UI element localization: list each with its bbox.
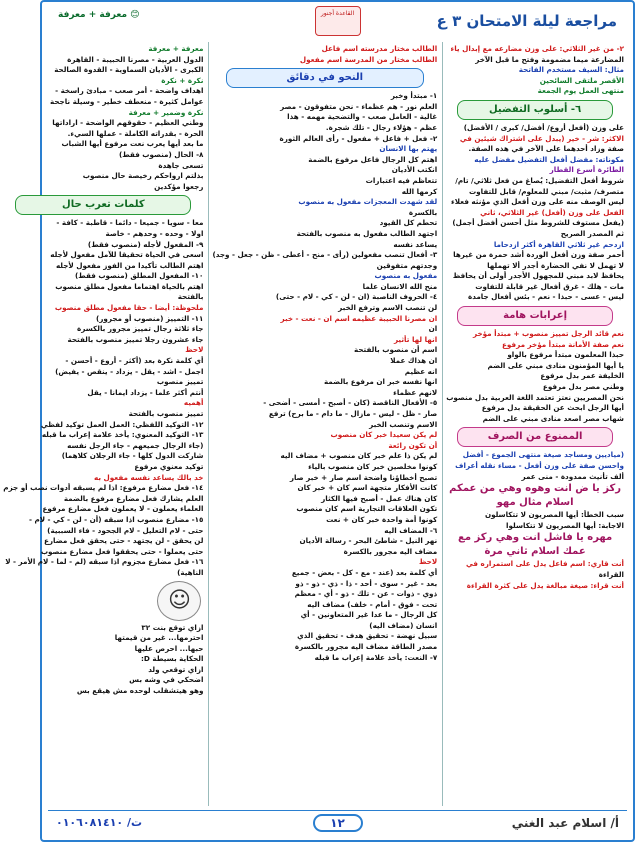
text-line: لن يحقق - لن يجتهد - حتى يحقق فعل مضارع (44, 536, 204, 546)
text-line: تكون العلاقات التجارية اسم كان منصوب (296, 504, 438, 514)
text-line: ٦- المضاف اليه (384, 525, 438, 535)
text-line: مثال: السيف مستخدم الفاتحة (518, 65, 624, 75)
text-line: لانهم عظماء (393, 387, 438, 397)
text-line: لاحظ (418, 557, 438, 567)
text-line: تمييز منصوب (156, 377, 204, 387)
text-line: ١- مبتدأ وخبر (390, 91, 438, 101)
text-line: القراءة (598, 569, 624, 579)
text-line: لا تهمل لا نفي الحضارة أجدر ألا تهملها (487, 260, 624, 270)
text-line: جاء ثلاثة رجال تمييز مجرور بالكسرة (77, 324, 204, 334)
text-line: الطالب مختار من المدرسة اسم مفعول (299, 54, 438, 64)
text-line: اسعى في الحياة تحقيقا للآمل مفعول لأجله (50, 250, 204, 260)
text-line: منح الله الانسان علما (362, 281, 438, 291)
text-line: ان مصرنا الحبيبة عظيمه اسم ان - نعت - خبر (280, 313, 438, 323)
text-line: ان هذاك عملا (390, 356, 438, 366)
text-line: يهتم بها الانسان (379, 144, 438, 154)
column-left (0, 42, 206, 806)
section-banner: الممنوع من الصرف (457, 427, 613, 447)
text-line: انه عظيم (404, 366, 438, 376)
text-line: متصرف/ مثبت/ مبني للمعلوم/ قابل للتفاوت (468, 186, 624, 196)
text-line: ١٦- فعل مضارع مجزوم اذا سبقه (لم - لما - لام الأمر - لا (5, 557, 204, 567)
brand-logo (315, 6, 361, 36)
text-line: شاركت الدول كلها - جاء الرجلان كلاهما) (61, 451, 204, 461)
text-line: مات - هلك - غرق أفعال غير قابلة للتفاوت (475, 281, 624, 291)
text-line: مصدر الطاقة مضاف اليه مجرور بالكسرة (294, 642, 438, 652)
text-line: ٣- أفعال تنصب مفعولين (رأى - منح - أعطى - ظن - جعل - وجد) (212, 250, 438, 260)
text-line: منتهى العمل يوم الجمعة (537, 86, 624, 96)
text-line: أهميه (183, 398, 204, 408)
text-line: واحسن صفة على وزن أفعل - مساء نقله أعراف (455, 461, 624, 470)
text-line: ليس الوصف منه على وزن أفعل الذي مؤنثه فعلاء (451, 197, 624, 207)
text-line: أنت قراء: صيغة مبالغة يدل على كثرة القراءة (466, 580, 624, 590)
text-line: كان هناك عمل - أصبح فيها الكثار (321, 493, 438, 503)
text-line: حبذا المعلمون مبتدأ مرفوع بالواو (507, 350, 624, 360)
text-line: مضاف اليه مجرور بالكسرة (343, 546, 438, 556)
text-line: أن تكون رائعة (388, 440, 438, 450)
text-line: ١٤- فعل مضارع مرفوع: اذا لم يسبقه أدوات نصب أو جزم (3, 483, 204, 493)
text-line: العلماء يعملون - لا يعملون فعل مضارع مرفوع (42, 504, 204, 514)
text-line: ٢- فعل + فاعل + مفعول - رأى العالم الثورة (279, 133, 438, 143)
text-line: نحن المصريين نعتز تعتمد اللغة العربية بدل منصوب (446, 392, 624, 402)
text-line: انها لها تأثير (393, 334, 438, 344)
section-banner: كلمات تعرب حال (15, 195, 191, 215)
text-line: انها نفسه خبر ان مرفوع بالضمة (323, 377, 438, 387)
text-line: الحرة - بقدراته الكاملة - عملها السيء. (67, 128, 204, 138)
text-line: كونوا أمة واحدة خبر كان + نعت (326, 514, 438, 524)
text-line: وجدتهم متفوقين (376, 260, 438, 270)
text-line: بعد - غير - سوى - أحد - ذا - ذي - ذو - ذو (295, 578, 438, 588)
text-line: لن تنصب الاسم وترفع الخبر (338, 303, 438, 313)
text-line: الحكاية بسيطة D: (141, 654, 204, 664)
text-line: اهتم كل الرجال فاعل مرفوع بالضمة (308, 154, 438, 164)
text-line: ما بعد أيها يعرب نعت مرفوع أيها الشباب (61, 139, 204, 149)
text-line: نعم صفة الأمانة مبتدأ مؤخر مرفوع (502, 339, 624, 349)
text-line: انسان (مضاف اليه) (369, 620, 438, 630)
text-line: تصبح أخطاؤنا واضحة اسم صار + خبر صار (289, 472, 438, 482)
text-line: الاسم وتنصب الخبر (369, 419, 438, 429)
text-line: خد بالك يساعد نفسه مفعول به (94, 472, 204, 482)
text-line: غالية - العامل صعب - والتضحية مهمه - هذا (287, 112, 438, 122)
author-name: أ/ اسلام عبد الغني (511, 816, 619, 830)
text-line: ١٠- المفعول المطلق (منصوب فقط) (74, 271, 204, 281)
text-line: أنتم أكثر علما - يزداد ايمانا - يقل (87, 387, 204, 397)
text-line: ١١- التمييز (منصوب أو مجرور) (96, 313, 204, 323)
text-line: اهتم بالحياة اهتماما مفعول مطلق منصوب (55, 281, 204, 291)
text-line: لقد شهدت المعجزات مفعول به منصوب (298, 197, 438, 207)
text-line: شروط أفعل التفضيل: يُصاغ من فعل ثلاثي/ تام/ (455, 175, 624, 185)
text-line: لاحظ (185, 345, 204, 355)
text-line: سبيل نهضة - تحقيق هدف - تحقيق الذي (297, 631, 438, 641)
text-line: مكوناته: مفضل أفعل التفضيل مفضل عليه (474, 154, 624, 164)
text-line: اضحكي في وشه بس (129, 675, 204, 685)
section-banner: ٦- أسلوب التفضيل (457, 100, 613, 120)
text-line: رجعوا مؤكدين (154, 181, 204, 191)
text-line: مهره يا فاشل انت وهي ركز مع (457, 532, 613, 544)
text-line: احترمها... غير من قيمتها (114, 633, 204, 643)
text-line: عوامل كثيرة - منعطف خطير - وسيلة ناجحة (49, 96, 204, 106)
text-line: الأقصر ملتقى السائحين (539, 75, 624, 85)
text-line: الطائرة أسرع القطار (549, 165, 624, 175)
text-line: الدول العربية - مصرنا الحبيبة - القاهرة (67, 54, 204, 64)
text-line: ٤- الحروف الناصبة (ان - لن - كي - لام - حتى) (275, 292, 438, 302)
text-line: معرفة + معرفة (148, 44, 204, 53)
text-line: ليس - عسى - حبذا - نعم - بئس أفعال جامدة (467, 292, 624, 302)
text-line: (جاء الرجال جميعهم - جاء الرجل نفسه (67, 440, 204, 450)
logo-text: القاعدة أجنور (320, 10, 355, 17)
text-line: ٩- المفعول لأجله (منصوب فقط) (87, 239, 204, 249)
text-line: ٥- الأفعال الناقصة (كان - أصبح - أمسى - أضحى - (263, 398, 438, 408)
text-line: أي كلمة بعد (عند - مع - كل - بعض - جميع (291, 567, 438, 577)
content-columns (3, 42, 627, 806)
text-line: يساعد نفسه (393, 239, 438, 249)
text-line: تمييز منصوب بالفتحة (128, 409, 204, 418)
text-line: تحطم كل القيود (379, 218, 438, 228)
text-line: اجتهد الطالب مفعول به منصوب بالفتحة (296, 228, 438, 238)
text-line: وهو هيتشقلب لوحده مش هيقع بس (76, 686, 204, 696)
text-line: نكرة + نكرة (161, 75, 204, 85)
text-line: يحافظ لابد مبني للمجهول الأجدر أولى أن يحافظ (452, 271, 624, 281)
text-line: الطالب مختار مدرسته اسم فاعل (321, 44, 438, 53)
text-line: عمك اسلام ثاني مرة (484, 546, 586, 558)
text-line: على وزن (أفعل أروع/ أفضل/ كبرى / الأفضل) (463, 122, 624, 132)
text-line: يا أيها المؤمنون منادى مبني على الضم (487, 360, 624, 370)
text-line: ازاي توقع بنت ٣٢ (141, 622, 204, 632)
text-line: ألف تأنيث ممدودة - منى عمر (521, 471, 624, 481)
text-line: الخليفة عمر بدل مرفوع (540, 371, 624, 381)
text-line: بالفتحة (177, 292, 204, 302)
section-banner: النحو في دقائق (226, 68, 424, 88)
text-line: كرمها الله (401, 186, 438, 196)
column-middle (208, 42, 440, 806)
text-line: العلم يشارك فعل مضارع مرفوع بالضمة (63, 493, 204, 503)
text-line: اولا - وحده - وحدهم - خاصة (105, 228, 204, 238)
text-line: ٧- النعت: يأخذ علامة إعراب ما قبله (314, 652, 438, 662)
text-line: اسم أن منصوب بالفتحة (353, 345, 438, 355)
text-line: معا - سويا - جميعا - دائما - قاطبة - كافة - (56, 218, 204, 228)
text-line: العلم نور - هم عظماء - نحن متفوقون - مصر (280, 101, 438, 111)
column-right (442, 42, 627, 806)
text-line: ملحوظة: أيضا - حقا مفعول مطلق منصوب (54, 303, 204, 313)
page-footer (48, 810, 627, 836)
text-line: ازدحم غير ثلاثي القاهرة أكثر ازدحاما (493, 239, 624, 249)
text-line: بالكسرة (408, 207, 438, 217)
phone-number: ت/ ٠١٠٦٠٨١٤١٠ (56, 816, 143, 829)
text-line: مفعول به منصوب (374, 271, 438, 281)
section-banner: إعرابات هامة (457, 306, 613, 326)
text-line: تتعاظم فيه اعتبارات (365, 175, 438, 185)
text-line: اجمل - اشد - يقل - يزداد - ينقص - يفيض) (55, 366, 204, 376)
text-line: ان (428, 324, 438, 334)
text-line: انكتب الأديان (391, 165, 438, 175)
text-line: (مياديين ومساجد صيغة منتهى الجموع - أفضل (462, 450, 624, 460)
text-line: لم يكن ذا علم خبر كان منصوب + مضاف اليه (280, 451, 438, 461)
text-line: تسعى جاهدة (158, 160, 204, 170)
text-line: أنت قاري: اسم فاعل يدل على استمراره في (466, 559, 624, 569)
text-line: اهداف واضحة - أمر صعب - مبادئ راسخة - (55, 86, 204, 96)
text-line: الاكثر: شر - خير (يبدل على اشتراك شيئين في (459, 133, 624, 143)
meme-face-icon: ☺ (157, 581, 201, 621)
text-line: (يفعل مستوف للشروط مثل أحسن أفضل أجمل) (452, 218, 624, 228)
text-line: ٨- الحال (منصوب فقط) (118, 149, 204, 159)
text-line: ازاي توقعي ولد (148, 664, 204, 674)
text-line: ثم المصدر الصريح (560, 228, 624, 238)
text-line: لم يكن سعيدا خبر كان منصوب (330, 430, 438, 440)
text-line: كونوا مخلصين خبر كان منصوب بالياء (308, 461, 438, 471)
page-title: مراجعة ليلة الامتحان ٣ ع (436, 12, 617, 30)
text-line: نعم قائد الرجل تمييز منصوب + مبتدأ مؤخر (472, 329, 624, 339)
text-line: نهر النيل - شاطئ البحر - رسالة الأديان (299, 536, 438, 546)
worksheet-page (3, 0, 635, 842)
text-line: ذوي - ذوات - عن - تلك - ذو - أي - معظم (294, 589, 438, 599)
text-line: الفعل على وزن (أفعل) غير الثلاثي، ثاني (480, 207, 624, 217)
text-line: أيها الرجل ابحث عن الحقيقة بدل مرفوع (481, 403, 624, 413)
text-line: وطني مصر بدل مرفوع (542, 382, 624, 392)
text-line: تحت - فوق - أمام - خلف) مضاف اليه (307, 599, 438, 609)
text-line: ١٣- التوكيد المعنوي: يأخذ علامة إعراب ما قبله (41, 430, 204, 440)
text-line: صفة وزاد أحدهما على الآخر في هذه الصفة. (468, 144, 624, 154)
text-line: كل الرجال - ما عدا غير المتعاونين - أي (300, 610, 438, 620)
text-line: أي كلمة نكرة بعد (أكثر - أروع - أحسن - (65, 356, 204, 366)
page-number: ١٢ (313, 814, 363, 832)
text-line: سبب الخطأ: أيها المصريون لا تتكاسلون (484, 510, 624, 520)
text-line: الاجابة: أيها المصريون لا تتكاسلوا (506, 520, 624, 530)
text-line: المضارعة ميما مضمومة وفتح ما قبل الآخر (475, 54, 624, 64)
text-line: ١٥- مضارع منصوب اذا سبقه (أن - لن - كي - لام - (28, 514, 204, 524)
text-line: الناهية) (177, 567, 204, 577)
text-line: بذلتم ارواحكم رخيصة حال منصوب (82, 171, 204, 181)
text-line: عظم - هؤلاء رجال - تلك شجرة. (325, 122, 438, 132)
text-line: حتى يعملوا - حتى يحققوا فعل مضارع منصوب (40, 546, 204, 556)
text-line: ٢- من غير الثلاثي: على وزن مضارعه مع إبدال ياء (450, 44, 624, 53)
text-line: الكبرى - الأديان السماوية - القدوة الصالحة (54, 65, 204, 75)
text-line: وطني العظيم - حقوقهم الواضحة - اراداتها (52, 118, 204, 128)
text-line: نكرة وضمير + معرفة (128, 107, 204, 117)
text-line: شهاب مصر اصعد منادى مبني على الضم (482, 413, 624, 423)
page-header (48, 6, 627, 40)
text-line: حتى - لام التعليل - لام الجحود - فاء السببية) (47, 525, 204, 535)
text-line: اسلام مثال مهو (496, 497, 574, 509)
text-line: حبها... احرص عليها (134, 643, 204, 653)
text-line: جاء عشرون رجلا تمييز منصوب بالفتحة (67, 334, 204, 344)
text-line: صار - ظل - ليس - مازال - ما دام - ما برح) ترفع (268, 409, 438, 418)
text-line: اهتم الطالب تأكيدا من الفوز مفعول لأجله (55, 260, 204, 270)
text-line: ركز يا ض انت وهوه وهي من عمكم (449, 483, 622, 495)
text-line: ١٢- التوكيد اللفظي: العمل العمل توكيد لفظي (40, 419, 204, 429)
text-line: أحمر صفة وزن أفعل الوردة أشد حمرة من غيرها (453, 250, 624, 260)
text-line: توكيد معنوي مرفوع (134, 461, 204, 471)
header-note: 😊 معرفة + معرفة (58, 10, 140, 20)
text-line: كانت الأفكار متجهة اسم كان + خبر كان (297, 483, 438, 493)
